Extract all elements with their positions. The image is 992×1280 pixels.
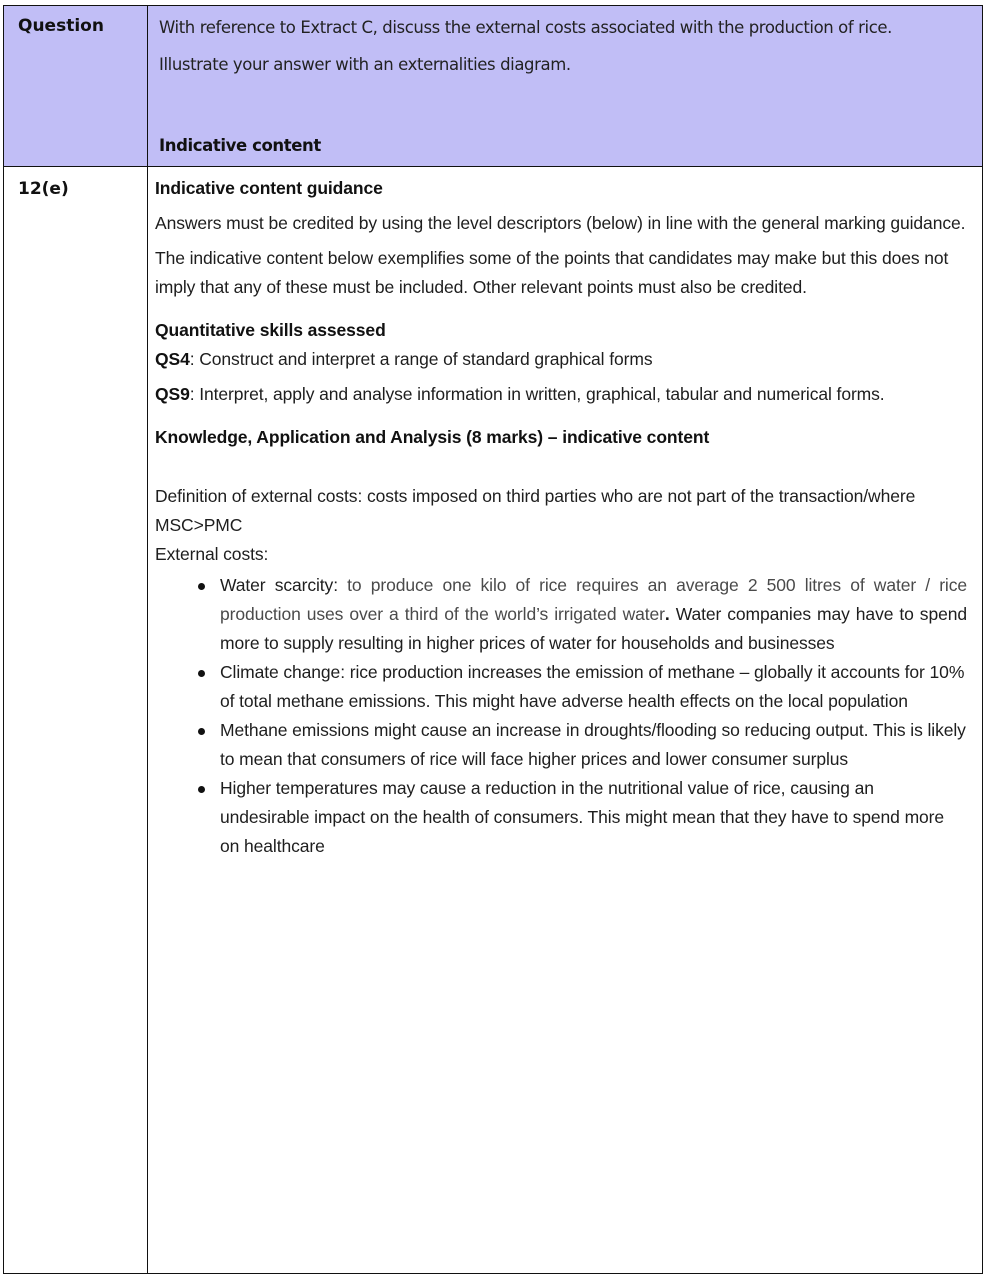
column-divider: [147, 6, 148, 1273]
question-prompt: With reference to Extract C, discuss the external costs associated with the production of rice.: [159, 18, 892, 37]
guidance-paragraph-2: The indicative content below exemplifies some of the points that candidates may make but this does not imply that any of these must be included. Other relevant points must also be credited.: [155, 248, 949, 297]
bullet-lead: Water scarcity:: [220, 575, 348, 595]
list-item: [198, 571, 967, 658]
kaa-heading: Knowledge, Application and Analysis (8 marks) – indicative content: [155, 427, 710, 447]
list-item: Higher temperatures may cause a reduction in the nutritional value of rice, causing an undesirable impact on the health of consumers. This might mean that they have to spend more on healthcare: [198, 774, 967, 861]
indicative-content-column-header: Indicative content: [159, 136, 321, 155]
guidance-heading: Indicative content guidance: [155, 178, 383, 198]
list-item: Climate change: rice production increases the emission of methane – globally it accounts for 10% of total methane emissions. This might have adverse health effects on the local population: [198, 658, 967, 716]
table-header-row: [4, 6, 982, 167]
quantitative-skills-heading: Quantitative skills assessed: [155, 320, 386, 340]
question-text-cell: [159, 15, 968, 155]
qs-code: QS9: [155, 384, 190, 404]
bullet-quote: to produce one kilo of rice requires an average 2 500 litres of water / rice production uses over a third of the world’s irrigated water: [220, 575, 967, 624]
question-instruction: Illustrate your answer with an externalities diagram.: [159, 55, 571, 74]
guidance-paragraph-1: Answers must be credited by using the level descriptors (below) in line with the general marking guidance.: [155, 213, 966, 233]
indicative-content-cell: [155, 174, 967, 861]
qs-item: [155, 345, 967, 374]
external-costs-list: [155, 571, 967, 861]
bullet-rest: Water companies may have to spend more to supply resulting in higher prices of water for households and businesses: [220, 604, 967, 653]
qs-item: [155, 380, 967, 409]
question-column-header: Question: [18, 16, 104, 36]
qs-code: QS4: [155, 349, 190, 369]
external-costs-definition: Definition of external costs: costs imposed on third parties who are not part of the transaction/where MSC>PMC: [155, 486, 916, 535]
bullet-punct: .: [664, 604, 670, 624]
qs-text: : Interpret, apply and analyse information in written, graphical, tabular and numerical forms.: [189, 384, 885, 404]
list-item: Methane emissions might cause an increase in droughts/flooding so reducing output. This is likely to mean that consumers of rice will face higher prices and lower consumer surplus: [198, 716, 967, 774]
question-number: 12(e): [18, 179, 69, 199]
external-costs-label: External costs:: [155, 544, 269, 564]
qs-text: : Construct and interpret a range of standard graphical forms: [189, 349, 653, 369]
